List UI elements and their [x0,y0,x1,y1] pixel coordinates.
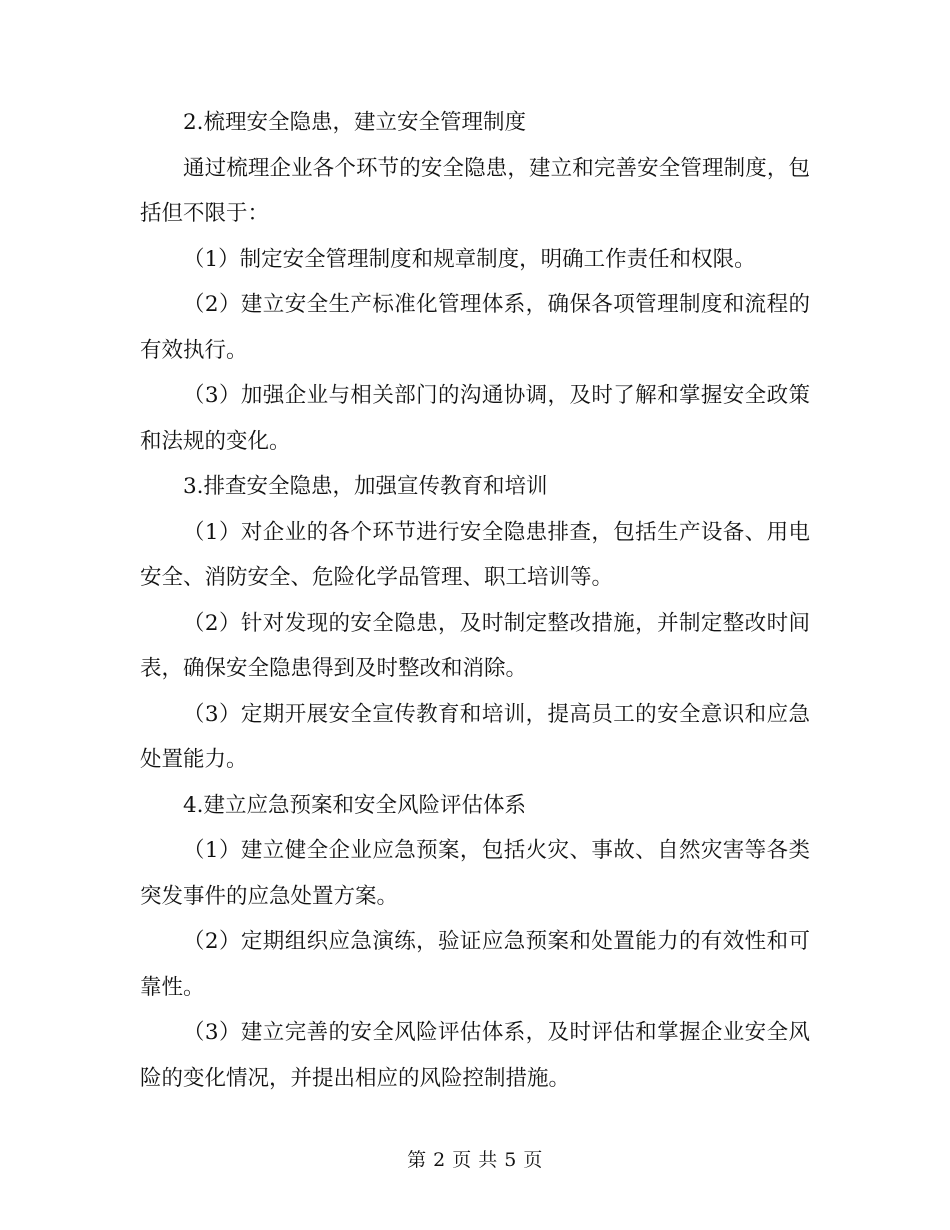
list-item: （3）建立完善的安全风险评估体系，及时评估和掌握企业安全风险的变化情况，并提出相应的风险控制措施。 [140,1020,810,1091]
section-heading-3: 3.排查安全隐患，加强宣传教育和培训 [183,474,548,499]
list-item: （3）加强企业与相关部门的沟通协调，及时了解和掌握安全政策和法规的变化。 [140,383,810,454]
page-footer: 第 2 页 共 5 页 [407,1149,543,1171]
list-item: （2）建立安全生产标准化管理体系，确保各项管理制度和流程的有效执行。 [140,292,810,363]
section-heading-4: 4.建立应急预案和安全风险评估体系 [183,792,527,818]
list-item: （2）定期组织应急演练，验证应急预案和处置能力的有效性和可靠性。 [140,929,810,1000]
paragraph-intro: 通过梳理企业各个环节的安全隐患，建立和完善安全管理制度，包括但不限于： [140,155,810,226]
list-item: （2）针对发现的安全隐患，及时制定整改措施，并制定整改时间表，确保安全隐患得到及时整改和消除。 [140,610,810,681]
section-heading-2: 2.梳理安全隐患，建立安全管理制度 [183,110,527,135]
list-item: （3）定期开展安全宣传教育和培训，提高员工的安全意识和应急处置能力。 [140,701,810,772]
list-item: （1）建立健全企业应急预案，包括火灾、事故、自然灾害等各类突发事件的应急处置方案。 [140,838,810,909]
document-body [140,100,810,1101]
list-item: （1）对企业的各个环节进行安全隐患排查，包括生产设备、用电安全、消防安全、危险化学品管理、职工培训等。 [140,519,810,590]
list-item: （1）制定安全管理制度和规章制度，明确工作责任和权限。 [183,246,756,272]
